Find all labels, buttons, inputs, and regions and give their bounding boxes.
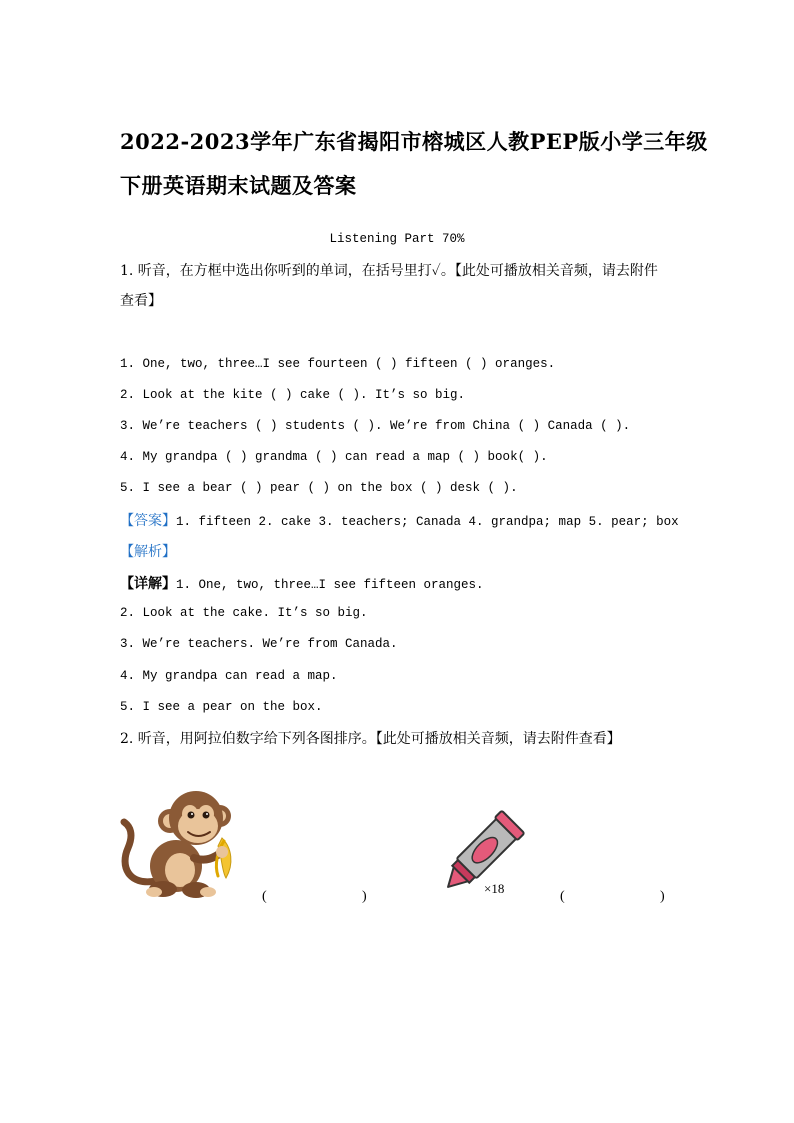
crayon-icon	[432, 806, 532, 900]
crayon-count-caption: ×18	[484, 881, 505, 896]
q1-prompt-line2: 查看】	[120, 293, 162, 309]
q1-item: 5. I see a bear ( ) pear ( ) on the box ( ) desk ( ).	[120, 481, 518, 495]
detail-line: 5. I see a pear on the box.	[120, 700, 323, 714]
analysis-label: 【解析】	[120, 544, 176, 560]
q1-item: 3. We’re teachers ( ) students ( ). We’re from China ( ) Canada ( ).	[120, 419, 631, 433]
detail-line: 4. My grandpa can read a map.	[120, 669, 338, 683]
doc-title-line1: 2022-2023学年广东省揭阳市榕城区人教PEP版小学三年级	[120, 129, 708, 154]
q1-prompt-line1: 1. 听音，在方框中选出你听到的单词，在括号里打✓。【此处可播放相关音频，请去附件	[120, 263, 658, 279]
answer-paren-close: )	[660, 889, 665, 904]
q1-item: 1. One, two, three…I see fourteen ( ) fifteen ( ) oranges.	[120, 357, 556, 371]
doc-title-line2: 下册英语期末试题及答案	[120, 173, 357, 198]
section-heading: Listening Part 70%	[329, 232, 465, 246]
answer-row	[120, 510, 679, 530]
detail-line: 3. We’re teachers. We’re from Canada.	[120, 637, 398, 651]
q2-prompt: 2. 听音，用阿拉伯数字给下列各图排序。【此处可播放相关音频，请去附件查看】	[120, 731, 621, 747]
answer-text: 1. fifteen 2. cake 3. teachers; Canada 4. grandpa; map 5. pear; box	[176, 515, 679, 529]
q1-item: 4. My grandpa ( ) grandma ( ) can read a map ( ) book( ).	[120, 450, 548, 464]
answer-paren-open: (	[262, 889, 267, 904]
q1-item: 2. Look at the kite ( ) cake ( ). It’s so big.	[120, 388, 466, 402]
answer-paren-open: (	[560, 889, 565, 904]
detail-row	[120, 573, 484, 593]
detail-line: 1. One, two, three…I see fifteen oranges.	[176, 578, 484, 592]
answer-paren-close: )	[362, 889, 367, 904]
answer-label: 【答案】	[120, 513, 176, 529]
detail-line: 2. Look at the cake. It’s so big.	[120, 606, 368, 620]
monkey-icon	[118, 786, 248, 901]
detail-label: 【详解】	[120, 576, 176, 592]
